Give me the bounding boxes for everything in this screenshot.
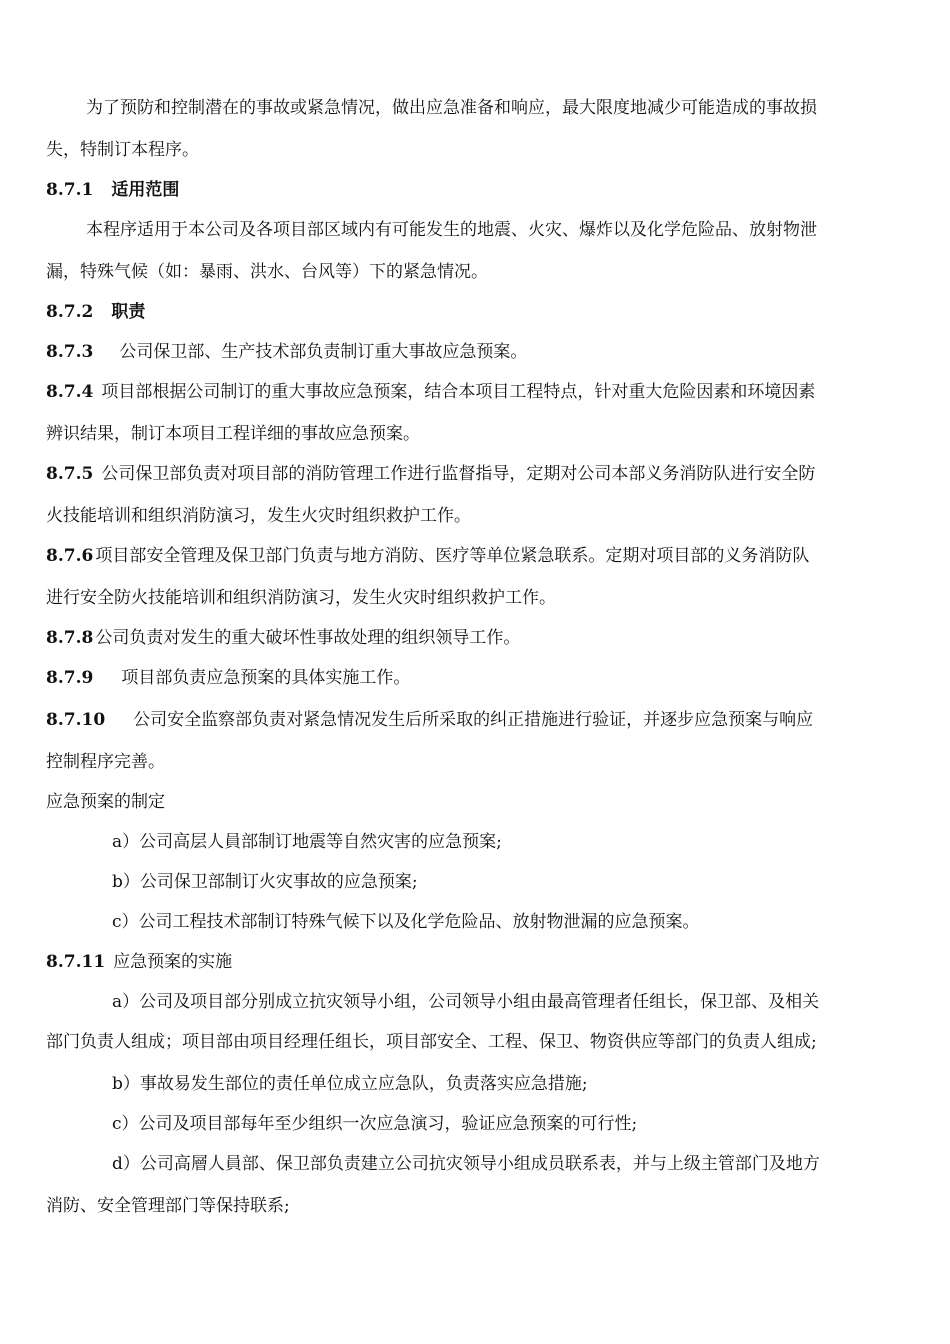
section-number: 8.7.11 bbox=[46, 952, 106, 972]
section-number: 8.7.2 bbox=[46, 302, 94, 322]
impl-item-d-line-1: d）公司高層人員部、保卫部负责建立公司抗灾领导小组成员联系表，并与上级主管部门及地方 bbox=[112, 1154, 820, 1174]
section-number: 8.7.9 bbox=[46, 668, 94, 688]
section-8-7-1-heading bbox=[46, 178, 179, 202]
section-title: 适用范围 bbox=[111, 180, 180, 200]
section-text: 公司负责对发生的重大破坏性事故处理的组织领导工作。 bbox=[95, 628, 521, 648]
plan-heading: 应急预案的制定 bbox=[46, 792, 165, 812]
plan-item-c: c）公司工程技术部制订特殊气候下以及化学危险品、放射物泄漏的应急预案。 bbox=[112, 912, 700, 932]
impl-item-a-line-1: a）公司及项目部分别成立抗灾领导小组，公司领导小组由最高管理者任组长，保卫部、及相关 bbox=[112, 992, 820, 1012]
section-8-7-6-line-1 bbox=[46, 544, 809, 568]
impl-item-a-line-2: 部门负责人组成；项目部由项目经理任组长，项目部安全、工程、保卫、物资供应等部门的负责人组成; bbox=[46, 1032, 817, 1052]
impl-item-d-line-2: 消防、安全管理部门等保持联系; bbox=[46, 1196, 290, 1216]
section-8-7-11-heading bbox=[46, 950, 232, 974]
section-8-7-6-line-2: 进行安全防火技能培训和组织消防演习，发生火灾时组织救护工作。 bbox=[46, 588, 556, 608]
section-number: 8.7.4 bbox=[46, 382, 94, 402]
section-number: 8.7.1 bbox=[46, 180, 94, 200]
section-8-7-4-line-2: 辨识结果，制订本项目工程详细的事故应急预案。 bbox=[46, 424, 420, 444]
impl-item-b: b）事故易发生部位的责任单位成立应急队，负责落实应急措施; bbox=[112, 1074, 588, 1094]
plan-item-b: b）公司保卫部制订火灾事故的应急预案; bbox=[112, 872, 418, 892]
section-8-7-10-line-1 bbox=[46, 708, 813, 732]
section-8-7-2-heading bbox=[46, 300, 145, 324]
section-number: 8.7.6 bbox=[46, 546, 94, 566]
section-number: 8.7.3 bbox=[46, 342, 94, 362]
scope-line-2: 漏，特殊气候（如：暴雨、洪水、台风等）下的紧急情况。 bbox=[46, 262, 488, 282]
section-8-7-5-line-1 bbox=[46, 462, 815, 486]
plan-item-a: a）公司高层人員部制订地震等自然灾害的应急预案; bbox=[112, 832, 502, 852]
section-8-7-3 bbox=[46, 340, 527, 364]
intro-line-1: 为了预防和控制潜在的事故或紧急情况，做出应急准备和响应，最大限度地减少可能造成的事故损 bbox=[86, 98, 817, 118]
section-text: 公司保卫部负责对项目部的消防管理工作进行监督指导，定期对公司本部义务消防队进行安全防 bbox=[101, 464, 816, 484]
section-title: 应急预案的实施 bbox=[113, 952, 233, 972]
section-8-7-10-line-2: 控制程序完善。 bbox=[46, 752, 165, 772]
section-number: 8.7.5 bbox=[46, 464, 94, 484]
section-number: 8.7.10 bbox=[46, 710, 106, 730]
section-text: 项目部安全管理及保卫部门负责与地方消防、医疗等单位紧急联系。定期对项目部的义务消防队 bbox=[95, 546, 810, 566]
section-text: 项目部根据公司制订的重大事故应急预案，结合本项目工程特点，针对重大危险因素和环境因素 bbox=[101, 382, 816, 402]
scope-line-1: 本程序适用于本公司及各项目部区域内有可能发生的地震、火灾、爆炸以及化学危险品、放射物泄 bbox=[86, 220, 817, 240]
section-8-7-4-line-1 bbox=[46, 380, 815, 404]
section-title: 职责 bbox=[111, 302, 146, 322]
intro-line-2: 失，特制订本程序。 bbox=[46, 140, 199, 160]
section-text: 项目部负责应急预案的具体实施工作。 bbox=[121, 668, 411, 688]
section-8-7-8 bbox=[46, 626, 520, 650]
section-text: 公司安全监察部负责对紧急情况发生后所采取的纠正措施进行验证，并逐步应急预案与响应 bbox=[133, 710, 814, 730]
section-number: 8.7.8 bbox=[46, 628, 94, 648]
section-8-7-5-line-2: 火技能培训和组织消防演习，发生火灾时组织救护工作。 bbox=[46, 506, 471, 526]
impl-item-c: c）公司及项目部每年至少组织一次应急演习，验证应急预案的可行性; bbox=[112, 1114, 638, 1134]
section-text: 公司保卫部、生产技术部负责制订重大事故应急预案。 bbox=[119, 342, 528, 362]
section-8-7-9 bbox=[46, 666, 410, 690]
